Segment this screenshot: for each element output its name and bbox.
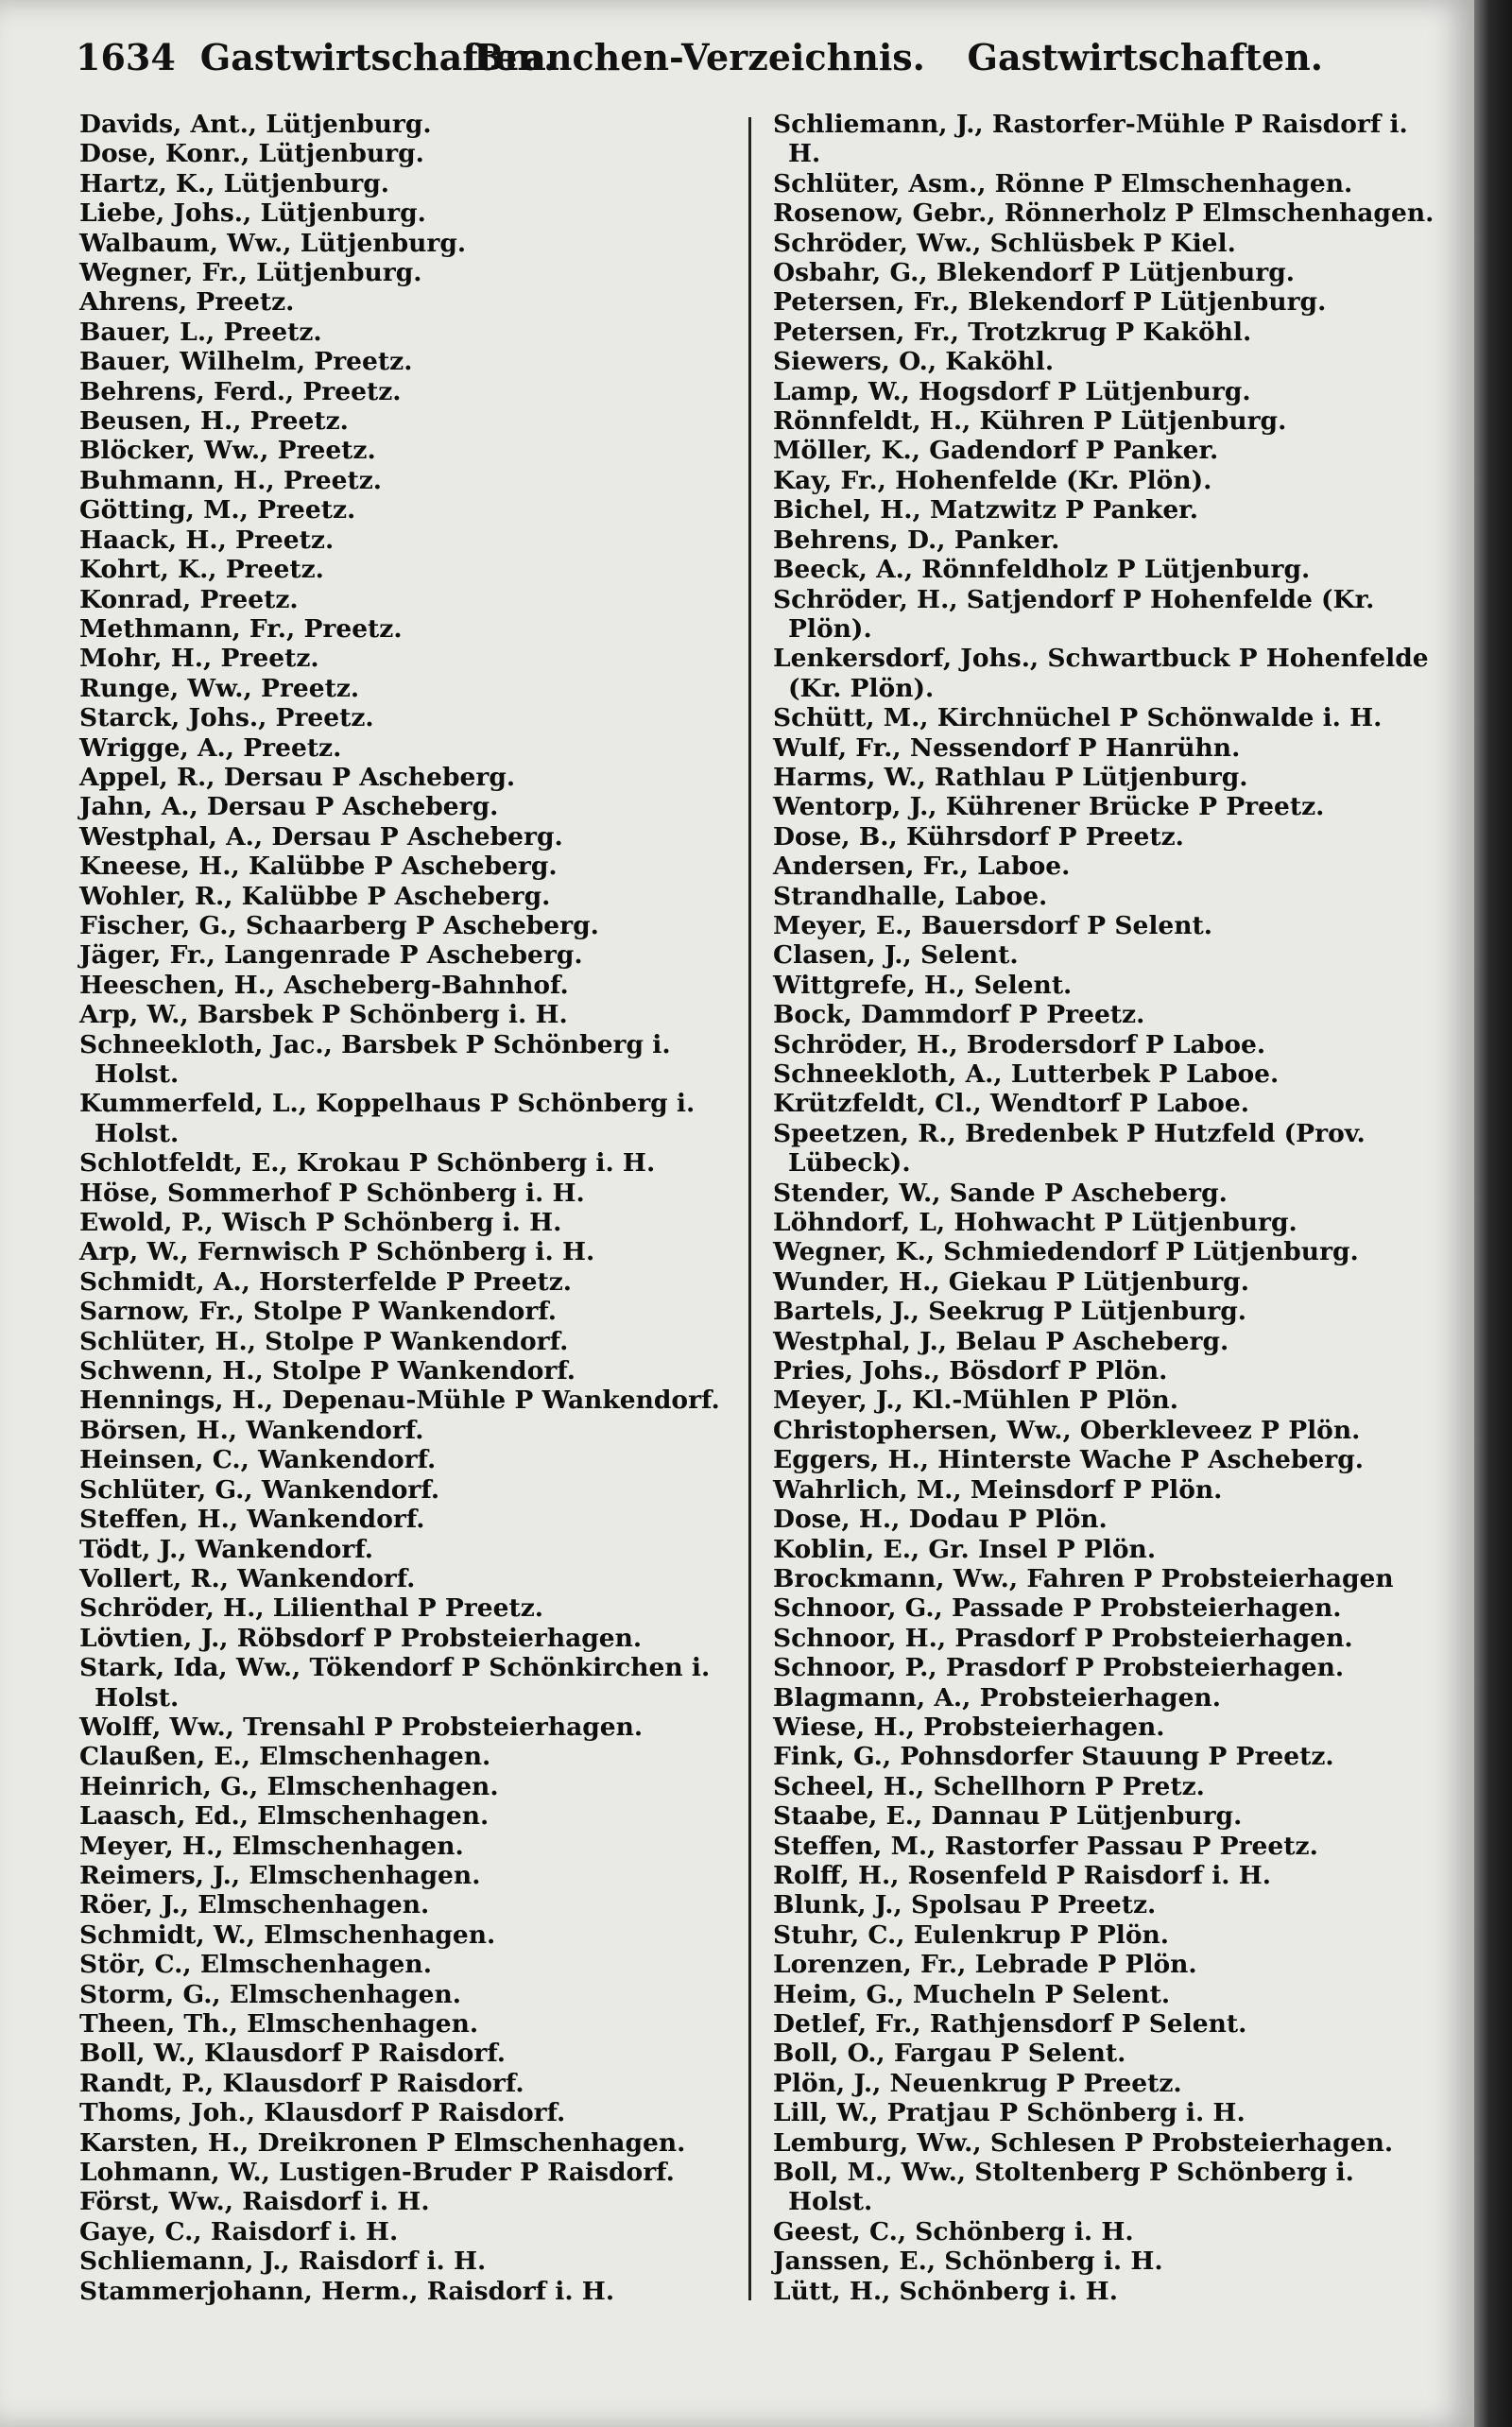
directory-entry: Vollert, R., Wankendorf.	[79, 1563, 416, 1593]
page-header	[76, 36, 1323, 89]
directory-entry: Meyer, H., Elmschenhagen.	[79, 1831, 464, 1861]
directory-entry: Liebe, Johs., Lütjenburg.	[79, 198, 426, 229]
directory-entry: Storm, G., Elmschenhagen.	[79, 1979, 461, 2009]
directory-entry: Sarnow, Fr., Stolpe P Wankendorf.	[79, 1297, 557, 1327]
directory-entry: Wrigge, A., Preetz.	[79, 732, 342, 763]
directory-entry: Schlüter, G., Wankendorf.	[79, 1474, 440, 1505]
directory-entry: Tödt, J., Wankendorf.	[79, 1534, 373, 1564]
directory-entry: Ewold, P., Wisch P Schönberg i. H.	[79, 1208, 562, 1238]
directory-entry: Siewers, O., Kaköhl.	[773, 347, 1055, 377]
directory-entry: Schlüter, Asm., Rönne P Elmschenhagen.	[773, 168, 1353, 198]
directory-entry: Beeck, A., Rönnfeldholz P Lütjenburg.	[773, 555, 1311, 585]
directory-entry: Dose, B., Kührsdorf P Preetz.	[773, 821, 1184, 852]
directory-entry: Löhndorf, L, Hohwacht P Lütjenburg.	[773, 1208, 1297, 1238]
directory-entry: Fischer, G., Schaarberg P Ascheberg.	[79, 910, 599, 940]
directory-entry: Meyer, J., Kl.-Mühlen P Plön.	[773, 1386, 1179, 1416]
directory-entry: Stör, C., Elmschenhagen.	[79, 1950, 432, 1980]
directory-entry: Starck, Johs., Preetz.	[79, 703, 374, 733]
directory-entry: Bartels, J., Seekrug P Lütjenburg.	[773, 1297, 1246, 1327]
directory-entry: Rolff, H., Rosenfeld P Raisdorf i. H.	[773, 1860, 1272, 1890]
directory-entry: Bauer, Wilhelm, Preetz.	[79, 347, 413, 377]
directory-entry: Petersen, Fr., Trotzkrug P Kaköhl.	[773, 317, 1252, 347]
directory-entry: Meyer, E., Bauersdorf P Selent.	[773, 910, 1212, 940]
directory-entry: Jahn, A., Dersau P Ascheberg.	[79, 792, 499, 822]
directory-entry: Mohr, H., Preetz.	[79, 644, 319, 674]
directory-entry: Krützfeldt, Cl., Wendtorf P Laboe.	[773, 1089, 1249, 1119]
directory-entry: Lövtien, J., Röbsdorf P Probsteierhagen.	[79, 1623, 643, 1653]
directory-entry: Blöcker, Ww., Preetz.	[79, 436, 376, 466]
directory-entry: Möller, K., Gadendorf P Panker.	[773, 436, 1219, 466]
directory-entry: Schmidt, A., Horsterfelde P Preetz.	[79, 1266, 572, 1297]
directory-entry: Wegner, K., Schmiedendorf P Lütjenburg.	[773, 1237, 1359, 1267]
directory-entry: Kay, Fr., Hohenfelde (Kr. Plön).	[773, 465, 1212, 495]
directory-entry: Theen, Th., Elmschenhagen.	[79, 2009, 479, 2039]
directory-entry: Wegner, Fr., Lütjenburg.	[79, 258, 422, 288]
directory-entry: Thoms, Joh., Klausdorf P Raisdorf.	[79, 2098, 566, 2128]
left-column	[79, 110, 731, 2306]
directory-entry: Blagmann, A., Probsteierhagen.	[773, 1682, 1221, 1713]
directory-entry: Först, Ww., Raisdorf i. H.	[79, 2187, 430, 2217]
directory-entry: Pries, Johs., Bösdorf P Plön.	[773, 1356, 1168, 1386]
directory-entry: Walbaum, Ww., Lütjenburg.	[79, 228, 467, 258]
directory-entry: Lohmann, W., Lustigen-Bruder P Raisdorf.	[79, 2158, 675, 2188]
directory-entry: Bichel, H., Matzwitz P Panker.	[773, 495, 1198, 525]
page-edge-shadow	[1474, 0, 1512, 2427]
directory-entry: Christophersen, Ww., Oberkleveez P Plön.	[773, 1415, 1361, 1445]
directory-entry: Lütt, H., Schönberg i. H.	[773, 2276, 1118, 2306]
directory-entry: Rönnfeldt, H., Kühren P Lütjenburg.	[773, 406, 1287, 437]
directory-entry: Fink, G., Pohnsdorfer Stauung P Preetz.	[773, 1742, 1334, 1772]
directory-entry: Detlef, Fr., Rathjensdorf P Selent.	[773, 2009, 1247, 2039]
directory-entry: Kummerfeld, L., Koppelhaus P Schönberg i. Holst.	[79, 1089, 696, 1148]
directory-entry: Scheel, H., Schellhorn P Pretz.	[773, 1771, 1205, 1801]
directory-entry: Dose, H., Dodau P Plön.	[773, 1505, 1108, 1535]
directory-entry: Westphal, A., Dersau P Ascheberg.	[79, 821, 563, 852]
directory-entry: Schwenn, H., Stolpe P Wankendorf.	[79, 1356, 576, 1386]
directory-entry: Stark, Ida, Ww., Tökendorf P Schönkirchen i. Holst.	[79, 1653, 711, 1713]
column-divider	[748, 117, 751, 2300]
directory-entry: Brockmann, Ww., Fahren P Probsteierhagen	[773, 1563, 1394, 1593]
directory-entry: Strandhalle, Laboe.	[773, 881, 1048, 911]
directory-entry: Boll, M., Ww., Stoltenberg P Schönberg i. Holst.	[773, 2158, 1354, 2217]
directory-entry: Heeschen, H., Ascheberg-Bahnhof.	[79, 970, 569, 1000]
directory-entry: Röer, J., Elmschenhagen.	[79, 1890, 430, 1920]
directory-entry: Osbahr, G., Blekendorf P Lütjenburg.	[773, 258, 1295, 288]
directory-entry: Plön, J., Neuenkrug P Preetz.	[773, 2068, 1182, 2098]
directory-entry: Eggers, H., Hinterste Wache P Ascheberg.	[773, 1445, 1364, 1475]
directory-entry: Claußen, E., Elmschenhagen.	[79, 1742, 491, 1772]
directory-entry: Stender, W., Sande P Ascheberg.	[773, 1178, 1228, 1208]
directory-entry: Wiese, H., Probsteierhagen.	[773, 1712, 1165, 1742]
directory-entry: Wittgrefe, H., Selent.	[773, 970, 1073, 1000]
directory-entry: Wolff, Ww., Trensahl P Probsteierhagen.	[79, 1712, 644, 1742]
directory-entry: Runge, Ww., Preetz.	[79, 673, 360, 703]
directory-entry: Heinsen, C., Wankendorf.	[79, 1445, 437, 1475]
directory-entry: Speetzen, R., Bredenbek P Hutzfeld (Prov. Lübeck).	[773, 1118, 1366, 1179]
directory-entry: Schlotfeldt, E., Krokau P Schönberg i. H.	[79, 1148, 656, 1179]
directory-entry: Geest, C., Schönberg i. H.	[773, 2216, 1134, 2246]
directory-entry: Andersen, Fr., Laboe.	[773, 852, 1071, 882]
header-left-title: Gastwirtschaften.	[199, 36, 557, 78]
directory-entry: Arp, W., Barsbek P Schönberg i. H.	[79, 1000, 568, 1030]
directory-entry: Reimers, J., Elmschenhagen.	[79, 1860, 481, 1890]
directory-entry: Konrad, Preetz.	[79, 584, 299, 614]
directory-entry: Schröder, Ww., Schlüsbek P Kiel.	[773, 228, 1236, 258]
directory-entry: Börsen, H., Wankendorf.	[79, 1415, 424, 1445]
directory-entry: Rosenow, Gebr., Rönnerholz P Elmschenhagen.	[773, 198, 1435, 229]
directory-entry: Hennings, H., Depenau-Mühle P Wankendorf.	[79, 1386, 720, 1416]
directory-entry: Heinrich, G., Elmschenhagen.	[79, 1771, 499, 1801]
right-column	[773, 110, 1435, 2306]
directory-entry: Beusen, H., Preetz.	[79, 406, 349, 437]
directory-entry: Lamp, W., Hogsdorf P Lütjenburg.	[773, 376, 1251, 406]
directory-entry: Dose, Konr., Lütjenburg.	[79, 139, 424, 169]
directory-entry: Schmidt, W., Elmschenhagen.	[79, 1919, 496, 1950]
directory-entry: Petersen, Fr., Blekendorf P Lütjenburg.	[773, 287, 1327, 318]
directory-entry: Schnoor, G., Passade P Probsteierhagen.	[773, 1593, 1342, 1624]
directory-entry: Bock, Dammdorf P Preetz.	[773, 1000, 1145, 1030]
directory-entry: Kohrt, K., Preetz.	[79, 555, 324, 585]
directory-entry: Hartz, K., Lütjenburg.	[79, 168, 389, 198]
directory-entry: Behrens, D., Panker.	[773, 525, 1060, 555]
directory-entry: Höse, Sommerhof P Schönberg i. H.	[79, 1178, 585, 1208]
directory-entry: Staabe, E., Dannau P Lütjenburg.	[773, 1801, 1243, 1832]
directory-entry: Schliemann, J., Raisdorf i. H.	[79, 2246, 487, 2277]
directory-entry: Boll, W., Klausdorf P Raisdorf.	[79, 2039, 507, 2069]
directory-entry: Schröder, H., Brodersdorf P Laboe.	[773, 1029, 1266, 1059]
header-right-title: Gastwirtschaften.	[967, 36, 1323, 78]
directory-entry: Götting, M., Preetz.	[79, 495, 356, 525]
directory-entry: Kneese, H., Kalübbe P Ascheberg.	[79, 852, 558, 882]
directory-entry: Schütt, M., Kirchnüchel P Schönwalde i. H.	[773, 703, 1383, 733]
directory-entry: Gaye, C., Raisdorf i. H.	[79, 2216, 399, 2246]
directory-entry: Steffen, H., Wankendorf.	[79, 1505, 425, 1535]
header-center-title: Branchen-Verzeichnis.	[473, 36, 925, 78]
directory-entry: Schnoor, P., Prasdorf P Probsteierhagen.	[773, 1653, 1345, 1683]
directory-entry: Wentorp, J., Kührener Brücke P Preetz.	[773, 792, 1325, 822]
directory-entry: Harms, W., Rathlau P Lütjenburg.	[773, 762, 1248, 792]
directory-entry: Wahrlich, M., Meinsdorf P Plön.	[773, 1474, 1223, 1505]
directory-entry: Schneekloth, A., Lutterbek P Laboe.	[773, 1059, 1280, 1089]
directory-entry: Methmann, Fr., Preetz.	[79, 613, 403, 644]
directory-entry: Schröder, H., Lilienthal P Preetz.	[79, 1593, 543, 1624]
directory-entry: Westphal, J., Belau P Ascheberg.	[773, 1326, 1229, 1356]
directory-entry: Wulf, Fr., Nessendorf P Hanrühn.	[773, 732, 1241, 763]
directory-entry: Schliemann, J., Rastorfer-Mühle P Raisdorf i. H.	[773, 110, 1408, 169]
directory-entry: Janssen, E., Schönberg i. H.	[773, 2246, 1163, 2277]
directory-entry: Davids, Ant., Lütjenburg.	[79, 110, 432, 139]
directory-entry: Bauer, L., Preetz.	[79, 317, 322, 347]
directory-entry: Karsten, H., Dreikronen P Elmschenhagen.	[79, 2127, 686, 2158]
directory-entry: Lill, W., Pratjau P Schönberg i. H.	[773, 2098, 1246, 2128]
directory-entry: Schneekloth, Jac., Barsbek P Schönberg i. Holst.	[79, 1029, 671, 1089]
directory-entry: Lorenzen, Fr., Lebrade P Plön.	[773, 1950, 1197, 1980]
directory-entry: Lenkersdorf, Johs., Schwartbuck P Hohenfelde (Kr. Plön).	[773, 644, 1429, 703]
directory-entry: Steffen, M., Rastorfer Passau P Preetz.	[773, 1831, 1318, 1861]
directory-entry: Koblin, E., Gr. Insel P Plön.	[773, 1534, 1157, 1564]
directory-entry: Stuhr, C., Eulenkrup P Plön.	[773, 1919, 1170, 1950]
directory-entry: Stammerjohann, Herm., Raisdorf i. H.	[79, 2276, 615, 2306]
directory-entry: Behrens, Ferd., Preetz.	[79, 376, 402, 406]
directory-entry: Laasch, Ed., Elmschenhagen.	[79, 1801, 490, 1832]
directory-entry: Arp, W., Fernwisch P Schönberg i. H.	[79, 1237, 595, 1267]
directory-entry: Haack, H., Preetz.	[79, 525, 335, 555]
directory-entry: Clasen, J., Selent.	[773, 940, 1019, 971]
directory-entry: Schnoor, H., Prasdorf P Probsteierhagen.	[773, 1623, 1353, 1653]
directory-entry: Buhmann, H., Preetz.	[79, 465, 382, 495]
directory-entry: Lemburg, Ww., Schlesen P Probsteierhagen.	[773, 2127, 1394, 2158]
directory-entry: Schröder, H., Satjendorf P Hohenfelde (Kr. Plön).	[773, 584, 1375, 644]
directory-entry: Blunk, J., Spolsau P Preetz.	[773, 1890, 1157, 1920]
directory-entry: Wohler, R., Kalübbe P Ascheberg.	[79, 881, 551, 911]
directory-entry: Boll, O., Fargau P Selent.	[773, 2039, 1126, 2069]
directory-entry: Ahrens, Preetz.	[79, 287, 295, 318]
page-number: 1634	[76, 36, 176, 78]
directory-entry: Appel, R., Dersau P Ascheberg.	[79, 762, 516, 792]
directory-entry: Schlüter, H., Stolpe P Wankendorf.	[79, 1326, 569, 1356]
directory-entry: Wunder, H., Giekau P Lütjenburg.	[773, 1266, 1249, 1297]
directory-entry: Heim, G., Mucheln P Selent.	[773, 1979, 1171, 2009]
directory-entry: Jäger, Fr., Langenrade P Ascheberg.	[79, 940, 583, 971]
directory-entry: Randt, P., Klausdorf P Raisdorf.	[79, 2068, 524, 2098]
